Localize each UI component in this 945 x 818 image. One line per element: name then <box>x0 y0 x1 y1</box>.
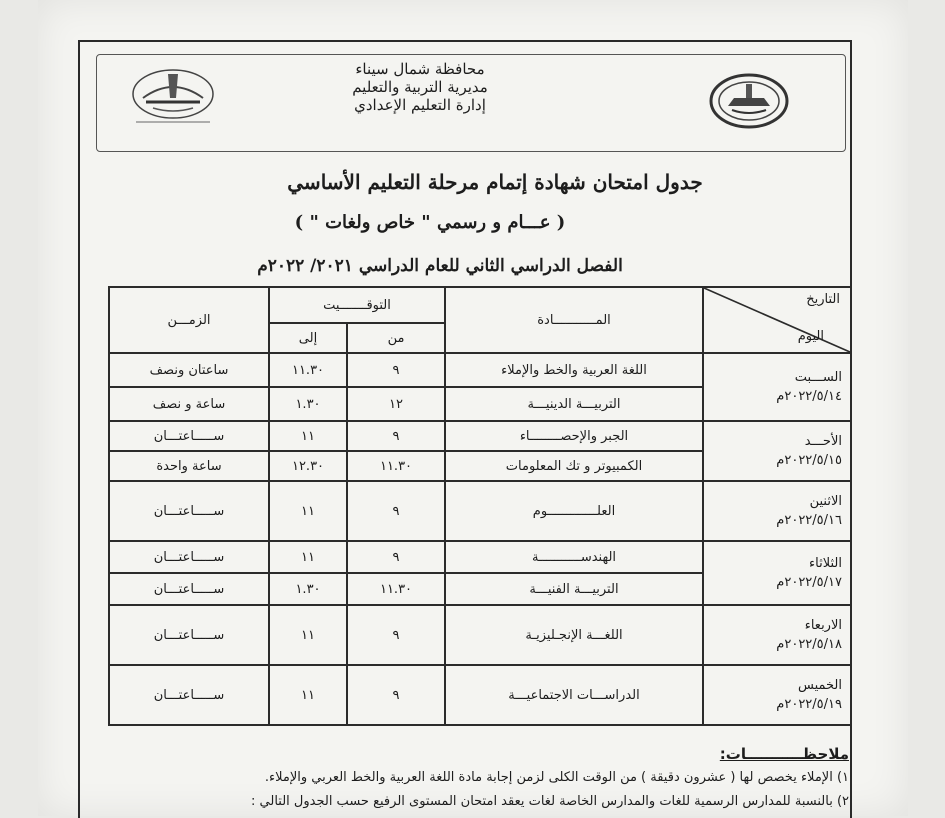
duration-header: الزمـــن <box>109 287 269 353</box>
day-cell <box>703 665 851 725</box>
to-cell: ١١ <box>269 481 347 541</box>
day-header-label: اليوم <box>797 329 824 344</box>
day-cell <box>703 541 851 605</box>
to-cell: ١.٣٠ <box>269 387 347 421</box>
day-date: ٢٠٢٢/٥/١٩م <box>776 697 842 712</box>
from-header: من <box>347 323 445 353</box>
day-name: الســـبت <box>794 370 842 385</box>
subject-cell: اللغـــة الإنجـليزيـة <box>445 605 703 665</box>
day-cell <box>703 353 851 421</box>
note-item: ٢) بالنسبة للمدارس الرسمية للغات والمدارس الخاصة لغات يعقد امتحان المستوى الرفيع حسب الجدول التالي : <box>251 794 849 809</box>
note-item: ١) الإملاء يخصص لها ( عشرون دقيقة ) من الوقت الكلى لزمن إجابة مادة اللغة العربية والخط العربي والإملاء. <box>264 770 849 785</box>
subject-header: المـــــــــــادة <box>445 287 703 353</box>
day-name: الاربعاء <box>804 618 842 633</box>
table-row <box>109 353 851 387</box>
to-cell: ١٢.٣٠ <box>269 451 347 481</box>
day-cell <box>703 605 851 665</box>
directorate-logo-icon <box>128 64 218 128</box>
notes-title: ملاحظـــــــــــات: <box>719 745 849 763</box>
subject-cell: الدراســـات الاجتماعيـــة <box>445 665 703 725</box>
table-row <box>109 421 851 451</box>
to-cell: ١١ <box>269 541 347 573</box>
to-cell: ١١ <box>269 421 347 451</box>
subject-cell: العلـــــــــــــوم <box>445 481 703 541</box>
subject-cell: الكمبيوتر و تك المعلومات <box>445 451 703 481</box>
from-cell: ٩ <box>347 541 445 573</box>
table-row <box>109 481 851 541</box>
day-name: الأحـــد <box>804 434 842 449</box>
subject-cell: التربيـــة الفنيـــة <box>445 573 703 605</box>
from-cell: ٩ <box>347 481 445 541</box>
timing-header: التوقـــــــيت <box>269 287 445 323</box>
to-header: إلى <box>269 323 347 353</box>
duration-cell: ســـــاعتـــان <box>109 541 269 573</box>
to-cell: ١١ <box>269 605 347 665</box>
header-line-directorate: مديرية التربية والتعليم <box>352 78 488 96</box>
table-row <box>109 605 851 665</box>
schedule-body <box>109 353 851 725</box>
day-name: الثلاثاء <box>809 556 842 571</box>
day-date: ٢٠٢٢/٥/١٦م <box>776 513 842 528</box>
day-date: ٢٠٢٢/٥/١٨م <box>776 637 842 652</box>
from-cell: ١١.٣٠ <box>347 451 445 481</box>
subject-cell: التربيـــة الدينيـــة <box>445 387 703 421</box>
to-cell: ١١.٣٠ <box>269 353 347 387</box>
duration-cell: ساعة واحدة <box>109 451 269 481</box>
duration-cell: ســـــاعتـــان <box>109 421 269 451</box>
from-cell: ٩ <box>347 353 445 387</box>
exam-schedule-table <box>108 286 852 726</box>
date-header-label: التاريخ <box>806 292 840 307</box>
day-cell <box>703 481 851 541</box>
document-title: جدول امتحان شهادة إتمام مرحلة التعليم الأساسي <box>287 170 703 194</box>
day-date: ٢٠٢٢/٥/١٧م <box>776 575 842 590</box>
duration-cell: ساعة و نصف <box>109 387 269 421</box>
notes-section <box>89 742 849 814</box>
day-name: الاثنين <box>809 494 842 509</box>
date-day-header <box>703 287 851 353</box>
header-line-administration: إدارة التعليم الإعدادي <box>354 96 486 114</box>
document-subtitle: ( عـــام و رسمي " خاص ولغات " ) <box>294 212 566 233</box>
governorate-logo-icon <box>708 70 790 132</box>
table-row <box>109 541 851 573</box>
duration-cell: ساعتان ونصف <box>109 353 269 387</box>
table-row <box>109 665 851 725</box>
to-cell: ١.٣٠ <box>269 573 347 605</box>
from-cell: ٩ <box>347 605 445 665</box>
term-line: الفصل الدراسي الثاني للعام الدراسي ٢٠٢١/ ٢٠٢٢م <box>257 256 623 276</box>
subject-cell: الهندســـــــــــة <box>445 541 703 573</box>
day-cell <box>703 421 851 481</box>
day-date: ٢٠٢٢/٥/١٥م <box>776 453 842 468</box>
day-name: الخميس <box>798 678 842 693</box>
header-line-governorate: محافظة شمال سيناء <box>355 60 485 78</box>
duration-cell: ســـــاعتـــان <box>109 481 269 541</box>
issuing-authority <box>330 60 510 114</box>
subject-cell: الجبر والإحصــــــــاء <box>445 421 703 451</box>
from-cell: ٩ <box>347 421 445 451</box>
duration-cell: ســـــاعتـــان <box>109 665 269 725</box>
from-cell: ١١.٣٠ <box>347 573 445 605</box>
from-cell: ٩ <box>347 665 445 725</box>
day-date: ٢٠٢٢/٥/١٤م <box>776 389 842 404</box>
to-cell: ١١ <box>269 665 347 725</box>
from-cell: ١٢ <box>347 387 445 421</box>
duration-cell: ســـــاعتـــان <box>109 605 269 665</box>
duration-cell: ســـــاعتـــان <box>109 573 269 605</box>
subject-cell: اللغة العربية والخط والإملاء <box>445 353 703 387</box>
